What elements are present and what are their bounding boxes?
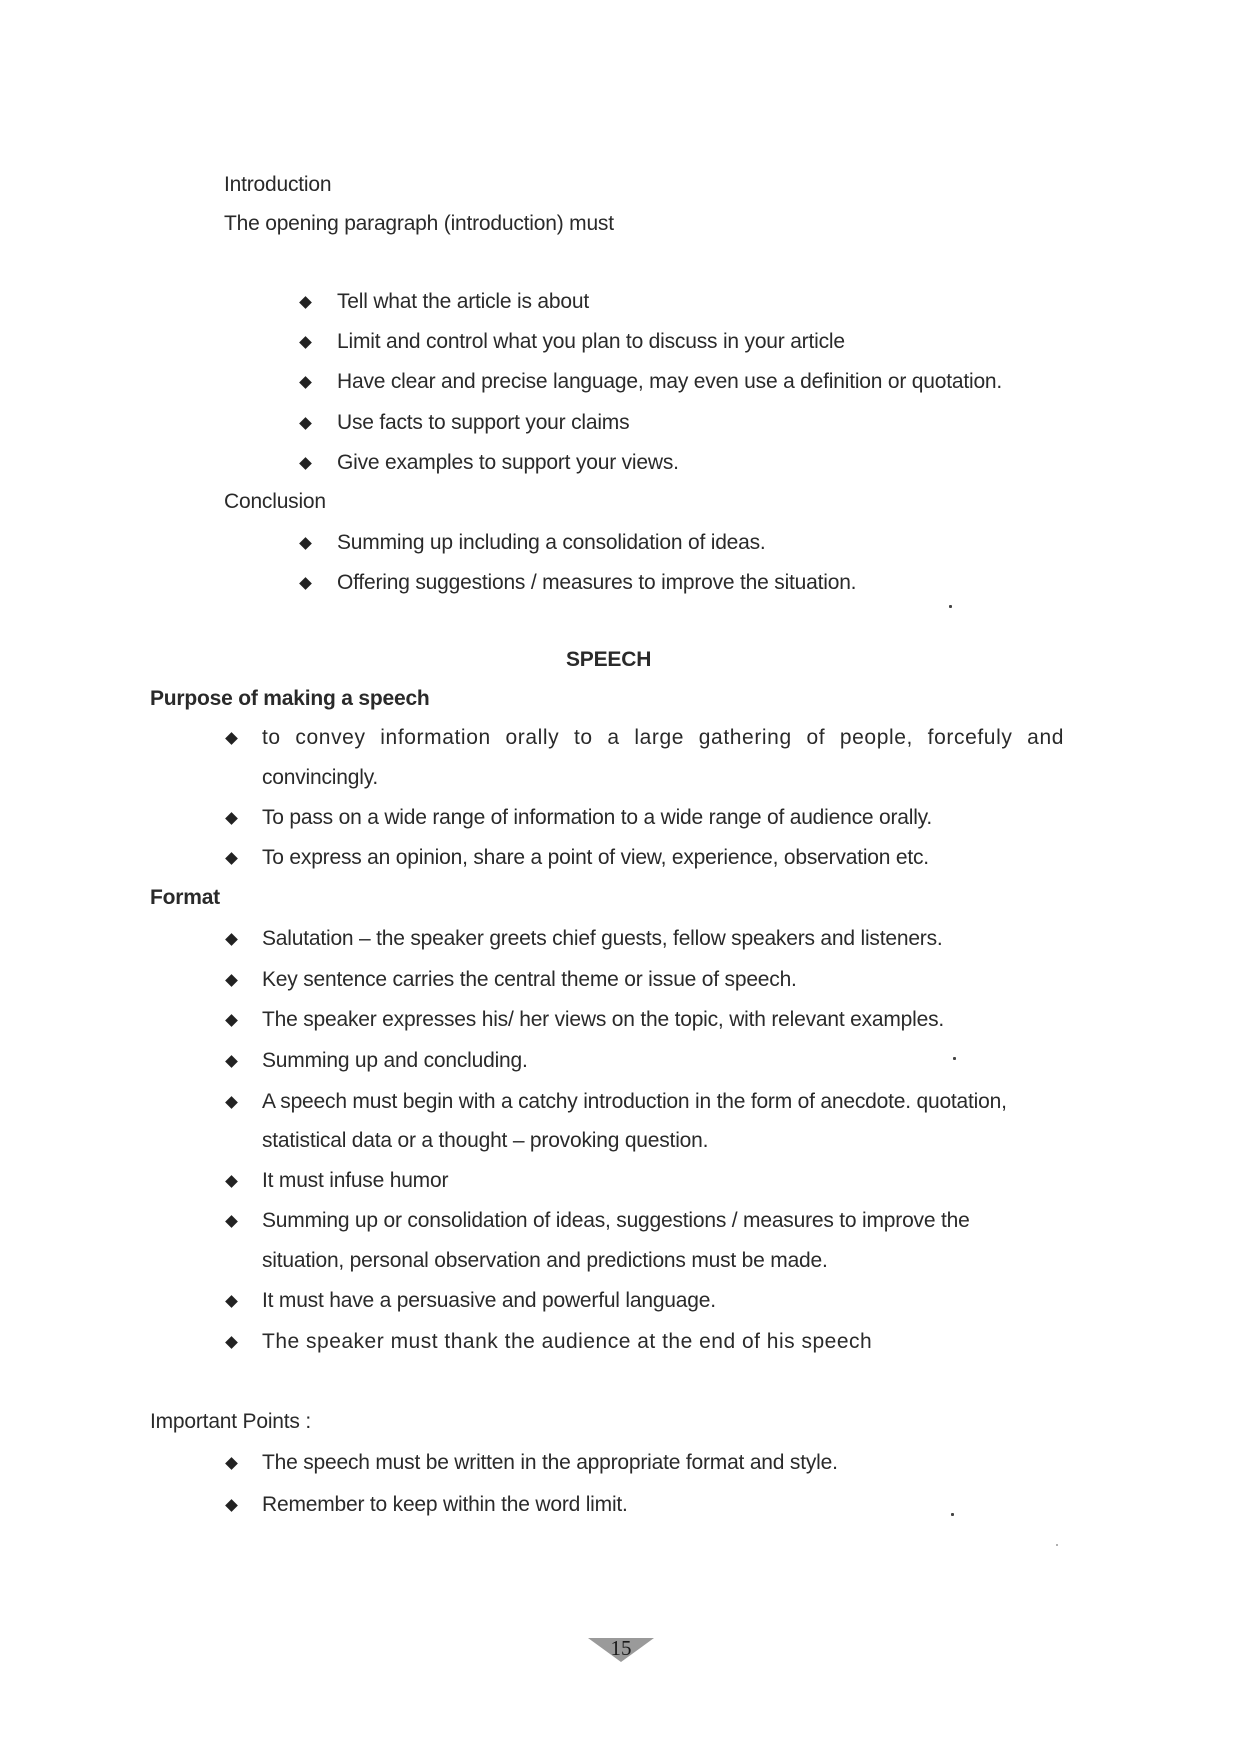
list-item: Summing up or consolidation of ideas, suggestions / measures to improve the [262,1209,970,1232]
list-item: Have clear and precise language, may even use a definition or quotation. [337,370,1003,393]
scan-speck [949,605,952,608]
conclusion-heading: Conclusion [224,490,326,513]
bullet-icon [299,336,312,349]
list-item: Summing up including a consolidation of ideas. [337,531,766,554]
bullet-icon [225,1499,238,1512]
list-item: To express an opinion, share a point of view, experience, observation etc. [262,846,929,869]
bullet-icon [225,1457,238,1470]
list-item-continuation: situation, personal observation and predictions must be made. [262,1249,828,1272]
scan-speck [953,1057,956,1060]
bullet-icon [225,1096,238,1109]
list-item-continuation: convincingly. [262,766,379,789]
format-heading: Format [150,886,220,909]
scan-speck [951,1513,954,1516]
list-item: Remember to keep within the word limit. [262,1493,628,1516]
page-number-marker [588,1636,654,1664]
introduction-text: The opening paragraph (introduction) must [224,212,614,235]
purpose-heading: Purpose of making a speech [150,687,430,710]
list-item: To pass on a wide range of information to a wide range of audience orally. [262,806,933,829]
bullet-icon [225,1215,238,1228]
list-item: Give examples to support your views. [337,451,679,474]
bullet-icon [299,417,312,430]
list-item: The speaker expresses his/ her views on the topic, with relevant examples. [262,1008,945,1031]
speech-title: SPEECH [566,648,652,671]
bullet-icon [225,852,238,865]
list-item: Limit and control what you plan to discuss in your article [337,330,845,353]
bullet-icon [225,933,238,946]
bullet-icon [225,1055,238,1068]
bullet-icon [225,812,238,825]
bullet-icon [225,1014,238,1027]
list-item: The speech must be written in the appropriate format and style. [262,1451,838,1474]
list-item: Summing up and concluding. [262,1049,528,1072]
bullet-icon [299,577,312,590]
list-item: Salutation – the speaker greets chief guests, fellow speakers and listeners. [262,927,943,950]
bullet-icon [225,1175,238,1188]
bullet-icon [225,1336,238,1349]
list-item: The speaker must thank the audience at the end of his speech [262,1330,873,1353]
list-item: It must have a persuasive and powerful language. [262,1289,716,1312]
bullet-icon [299,537,312,550]
important-heading: Important Points : [150,1410,311,1433]
list-item: A speech must begin with a catchy introduction in the form of anecdote. quotation, [262,1090,1007,1113]
list-item: Key sentence carries the central theme or issue of speech. [262,968,797,991]
bullet-icon [299,296,312,309]
bullet-icon [225,974,238,987]
list-item: Use facts to support your claims [337,411,630,434]
list-item: It must infuse humor [262,1169,449,1192]
introduction-heading: Introduction [224,173,332,196]
list-item: Offering suggestions / measures to improve the situation. [337,571,857,594]
scan-speck [1056,1544,1058,1546]
list-item: Tell what the article is about [337,290,589,313]
page-number: 15 [610,1636,632,1660]
bullet-icon [299,457,312,470]
bullet-icon [225,732,238,745]
bullet-icon [299,376,312,389]
list-item-continuation: statistical data or a thought – provoking question. [262,1129,709,1152]
list-item: to convey information orally to a large gathering of people, forcefuly and [262,726,1064,749]
bullet-icon [225,1295,238,1308]
